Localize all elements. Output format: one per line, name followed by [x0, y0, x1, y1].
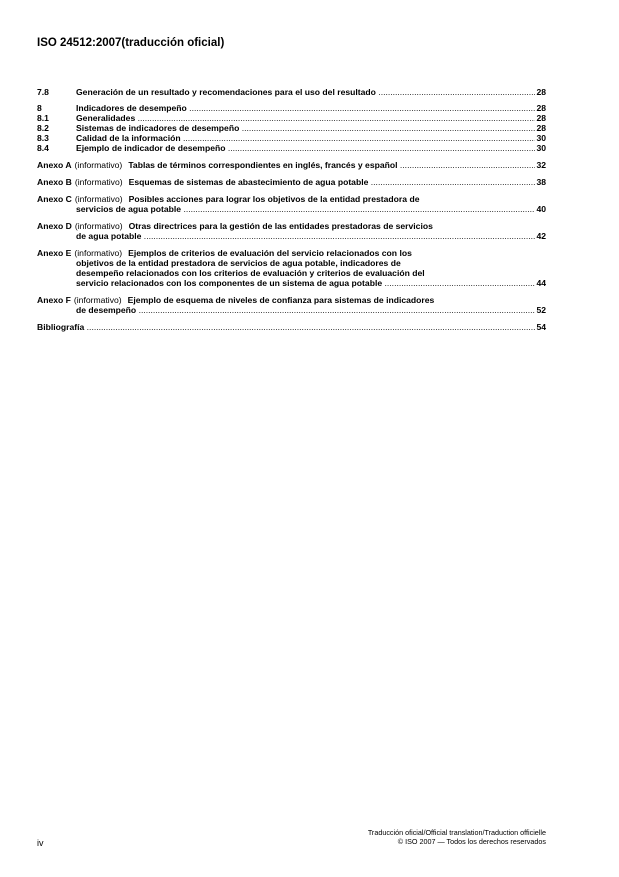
toc-number: 8: [37, 103, 42, 113]
annex-type: (informativo): [74, 194, 123, 204]
toc-entry-bibliography[interactable]: [37, 322, 546, 332]
table-of-contents: [37, 87, 546, 332]
toc-page: 38: [536, 177, 546, 187]
toc-page: 30: [536, 133, 546, 143]
toc-title: Tablas de términos correspondientes en inglés, francés y español: [128, 160, 398, 170]
annex-type: (informativo): [74, 160, 123, 170]
annex-type: (informativo): [74, 177, 123, 187]
toc-page: 28: [536, 123, 546, 133]
annex-label: Anexo A: [37, 160, 72, 170]
footer-copyright: © ISO 2007 — Todos los derechos reservados: [397, 837, 546, 846]
annex-label: Anexo F: [37, 295, 71, 305]
annex-label: Anexo C: [37, 194, 72, 204]
toc-page: 28: [536, 87, 546, 97]
toc-title: Esquemas de sistemas de abastecimiento de agua potable: [128, 177, 369, 187]
toc-title-continued: objetivos de la entidad prestadora de servicios de agua potable, indicadores de: [76, 258, 401, 268]
annex-type: (informativo): [74, 221, 123, 231]
annex-label: Anexo E: [37, 248, 72, 258]
toc-entry-8-2[interactable]: [37, 123, 546, 133]
page-footer: [37, 828, 546, 846]
toc-entry-8-1[interactable]: [37, 113, 546, 123]
annex-type: (informativo): [73, 295, 122, 305]
toc-page: 28: [536, 113, 546, 123]
toc-entry-annex-e[interactable]: [37, 248, 546, 288]
toc-title-continued: de desempeño .....: [76, 305, 535, 315]
toc-entry-annex-f[interactable]: [37, 295, 546, 315]
toc-entry-7-8[interactable]: [37, 87, 546, 97]
toc-title: Ejemplo de esquema de niveles de confianza para sistemas de indicadores: [127, 295, 435, 305]
page-number: iv: [37, 838, 44, 848]
toc-title: Generación de un resultado y recomendaciones para el uso del resultado .....: [76, 87, 535, 97]
toc-number: 8.2: [37, 123, 49, 133]
toc-entry-annex-d[interactable]: [37, 221, 546, 241]
toc-title: Otras directrices para la gestión de las entidades prestadoras de servicios: [128, 221, 433, 231]
toc-title: Indicadores de desempeño .....: [76, 103, 535, 113]
toc-title-continued: servicios de agua potable .....: [76, 204, 535, 214]
toc-title: Bibliografía .....: [37, 322, 535, 332]
toc-title: Calidad de la información .....: [76, 133, 535, 143]
toc-title-continued: de agua potable .....: [76, 231, 535, 241]
toc-page: 54: [536, 322, 546, 332]
toc-title: Ejemplo de indicador de desempeño .....: [76, 143, 535, 153]
toc-title: Ejemplos de criterios de evaluación del servicio relacionados con los: [128, 248, 412, 258]
toc-page: 42: [536, 231, 546, 241]
toc-title: Posibles acciones para lograr los objetivos de la entidad prestadora de: [128, 194, 420, 204]
annex-type: (informativo): [74, 248, 123, 258]
toc-page: 40: [536, 204, 546, 214]
toc-entry-8-4[interactable]: [37, 143, 546, 153]
toc-page: 52: [536, 305, 546, 315]
annex-label: Anexo D: [37, 221, 72, 231]
toc-number: 8.1: [37, 113, 49, 123]
toc-entry-8[interactable]: [37, 103, 546, 113]
toc-title: Sistemas de indicadores de desempeño .....: [76, 123, 535, 133]
toc-entry-annex-c[interactable]: [37, 194, 546, 214]
toc-page: 44: [536, 278, 546, 288]
toc-title-continued: desempeño relacionados con los criterios de evaluación y criterios de evaluación del: [76, 268, 425, 278]
annex-label: Anexo B: [37, 177, 72, 187]
toc-entry-annex-a[interactable]: [37, 160, 546, 170]
toc-entry-8-3[interactable]: [37, 133, 546, 143]
toc-number: 7.8: [37, 87, 49, 97]
toc-number: 8.4: [37, 143, 49, 153]
document-header: ISO 24512:2007(traducción oficial): [37, 37, 225, 49]
toc-title: Generalidades .....: [76, 113, 535, 123]
toc-page: 32: [536, 160, 546, 170]
toc-entry-annex-b[interactable]: [37, 177, 546, 187]
toc-page: 28: [536, 103, 546, 113]
footer-translation-note: Traducción oficial/Official translation/Traduction officielle: [367, 828, 546, 837]
toc-number: 8.3: [37, 133, 49, 143]
toc-page: 30: [536, 143, 546, 153]
toc-title-continued: servicio relacionados con los componentes de un sistema de agua potable .....: [76, 278, 535, 288]
